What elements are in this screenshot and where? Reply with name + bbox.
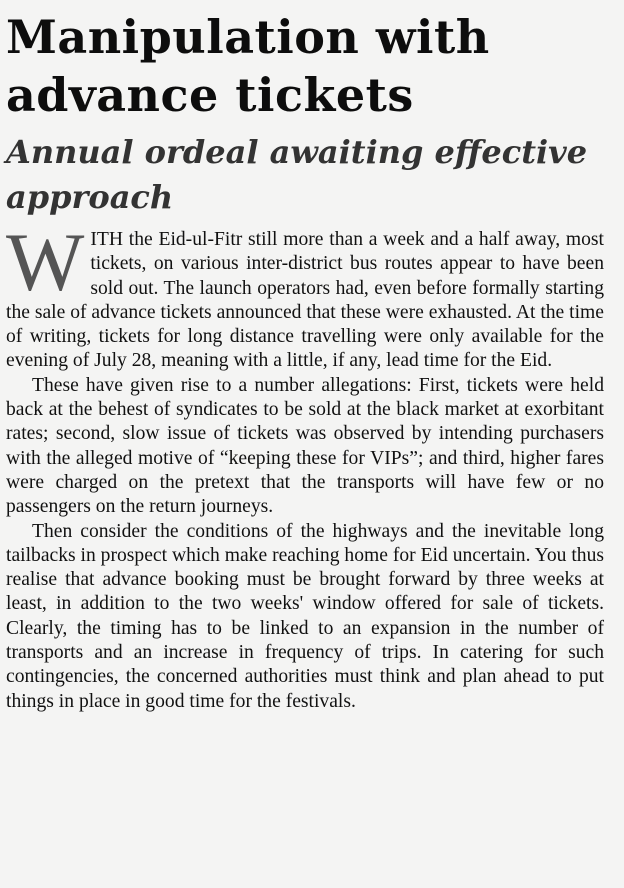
- article-body: [6, 216, 605, 714]
- paragraph-2: These have given rise to a number allegations: First, tickets were held back at the behest of syndicates to be sold at the black market at exorbitant rates; second, slow issue of tickets was observed by intending purchasers with the alleged motive of “keeping these for VIPs”; and third, higher fares were charged on the pretext that the transports will have few or no passengers on the return journeys.: [6, 374, 604, 518]
- subheadline: Annual ordeal awaiting effective approach: [6, 133, 588, 216]
- drop-cap: W: [6, 216, 85, 308]
- article: [6, 8, 604, 714]
- paragraph-3: Then consider the conditions of the highways and the inevitable long tailbacks in prospect which make reaching home for Eid uncertain. You thus realise that advance booking must be brought forward by three weeks at least, in addition to the two weeks' window offered for sale of tickets. Clearly, the timing has to be linked to an expansion in the number of transports and an increase in frequency of trips. In catering for such contingencies, the concerned authorities must think and plan ahead to put things in place in good time for the festivals.: [6, 520, 605, 712]
- headline: Manipulation with advance tickets: [6, 10, 490, 122]
- paragraph-1: [6, 216, 604, 374]
- paragraph-1-text: ITH the Eid-ul-Fitr still more than a week and a half away, most tickets, on various inter-district bus routes appear to have been sold out. The launch operators had, even before formally starting the sale of advance tickets announced that these were exhausted. At the time of writing, tickets for long distance travelling were only available for the evening of July 28, meaning with a little, if any, lead time for the Eid.: [6, 229, 604, 372]
